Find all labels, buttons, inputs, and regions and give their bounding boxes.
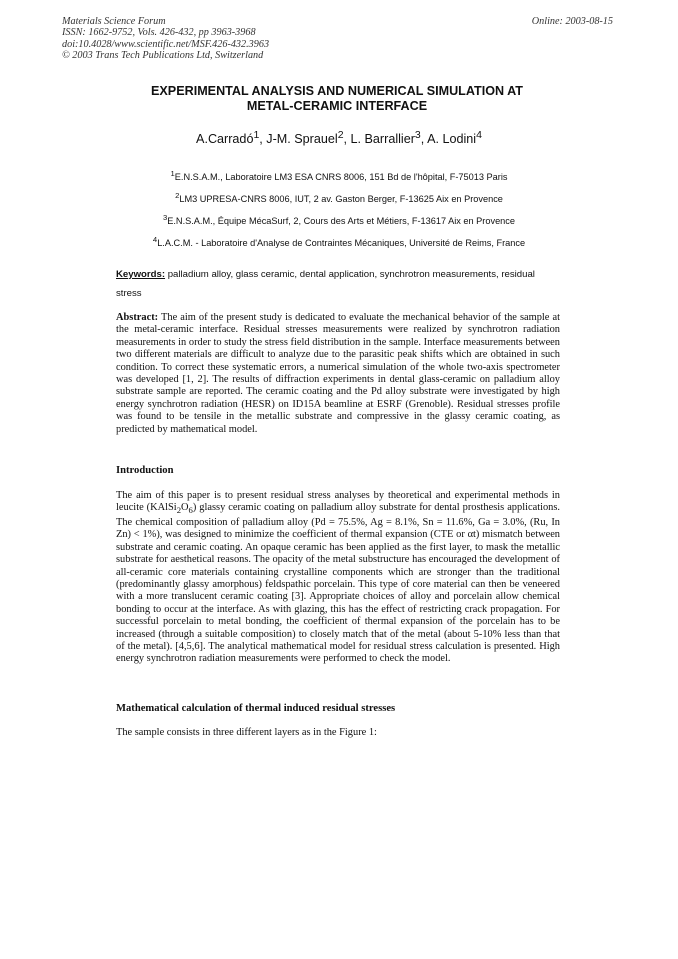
abstract	[116, 312, 560, 436]
issn-line: ISSN: 1662-9752, Vols. 426-432, pp 3963-3968	[62, 27, 256, 39]
journal-name: Materials Science Forum	[62, 16, 166, 27]
keywords	[116, 265, 556, 303]
paper-title	[112, 84, 562, 114]
affiliation: $^4$L.A.C.M. - Laboratoire d'Analyse de Contraintes Mécaniques, Université de Reims, France	[152, 234, 526, 248]
introduction-heading: Introduction	[116, 465, 174, 476]
affiliation: $^1$E.N.S.A.M., Laboratoire LM3 ESA CNRS 8006, 151 Bd de l'hôpital, F-75013 Paris	[170, 169, 508, 183]
affiliation-list	[0, 165, 678, 252]
doi-line: doi:10.4028/www.scientific.net/MSF.426-432.3963	[62, 38, 270, 50]
abstract-label: Abstract:	[116, 312, 159, 323]
affiliation: $^2$LM3 UPRESA-CNRS 8006, IUT, 2 av. Gaston Berger, F-13625 Aix en Provence	[175, 190, 503, 204]
online-date: Online: 2003-08-15	[531, 16, 613, 27]
copyright-line: © 2003 Trans Tech Publications Ltd, Switzerland	[62, 50, 264, 62]
author-list	[0, 129, 678, 146]
author: A. Lodini$^4$	[427, 129, 482, 147]
keywords-label: Keywords:	[116, 269, 166, 280]
author: L. Barrallier$^3$,	[350, 129, 428, 147]
title-line-2: METAL-CERAMIC INTERFACE	[246, 99, 428, 113]
publication-metadata	[62, 16, 269, 62]
abstract-text: The aim of the present study is dedicated to evaluate the mechanical behavior of the sample at the metal-ceramic interface. Residual stresses measurements were realized by synchrotron radiation measurements in order to study the stress field distribution in the sample. Interface measurements between two different materials are difficult to analyze due to the parasitic peak shifts which are obtained in such condition. To correct these systematic errors, a numerical simulation of the whole two-axis spectrometer was developed [1, 2]. The results of diffraction experiments in dental glass-ceramic on palladium alloy substrate sample are reported. The ceramic coating and the Pd alloy substrate were investigated by high energy synchrotron radiation (HESR) on ID15A beamline at ESRF (Grenoble). Residual stresses profile was found to be tensile in the metallic substrate and compressive in the glassy ceramic coating, as predicted by mathematical model.	[116, 312, 560, 435]
keywords-text: palladium alloy, glass ceramic, dental application, synchrotron measurements, residual stress	[116, 269, 535, 299]
title-line-1: EXPERIMENTAL ANALYSIS AND NUMERICAL SIMULATION AT	[151, 84, 523, 98]
author: J-M. Sprauel$^2$,	[266, 129, 351, 147]
math-section-heading: Mathematical calculation of thermal induced residual stresses	[116, 703, 396, 714]
math-section-text: The sample consists in three different layers as in the Figure 1:	[116, 727, 377, 738]
author: A.Carradó$^1$,	[196, 129, 267, 147]
introduction-text: The aim of this paper is to present residual stress analyses by theoretical and experimental methods in leucite $(KAlSi_2O_6)$ glassy ceramic coating on palladium alloy substrate for dental prosthesis applications. The chemical composition of palladium alloy (Pd = 75.5%, Ag = 8.1%, Sn = 11.6%, Ga = 3.0%, (Ru, In Zn) < 1%), was designed to minimize the coefficient of thermal expansion (CTE or αt) mismatch between substrate and ceramic coating. An opaque ceramic has been applied as the first layer, to mask the metallic substrate for aesthetical reasons. The opacity of the metal substructure has encouraged the development of all-ceramic core materials containing crystalline components which are stronger than the traditional (predominantly glassy amorphous) feldspathic porcelain. This type of core material can then be veneered with a more translucent ceramic coating [3]. Appropriate choices of alloy and porcelain allow chemical bonding to occur at the interface. As with glazing, this has the effect of restricting crack propagation. For successful porcelain to metal bonding, the coefficient of thermal expansion of the porcelain has to be increased (through a suitable composition) to closely match that of the metal (about 5-10% less than that of the metal). [4,5,6]. The analytical mathematical model for residual stress calculation is presented. High energy synchrotron radiation measurements were performed to check the model.	[116, 490, 560, 665]
affiliation: $^3$E.N.S.A.M., Équipe MécaSurf, 2, Cours des Arts et Métiers, F-13617 Aix en Provence	[162, 212, 515, 226]
